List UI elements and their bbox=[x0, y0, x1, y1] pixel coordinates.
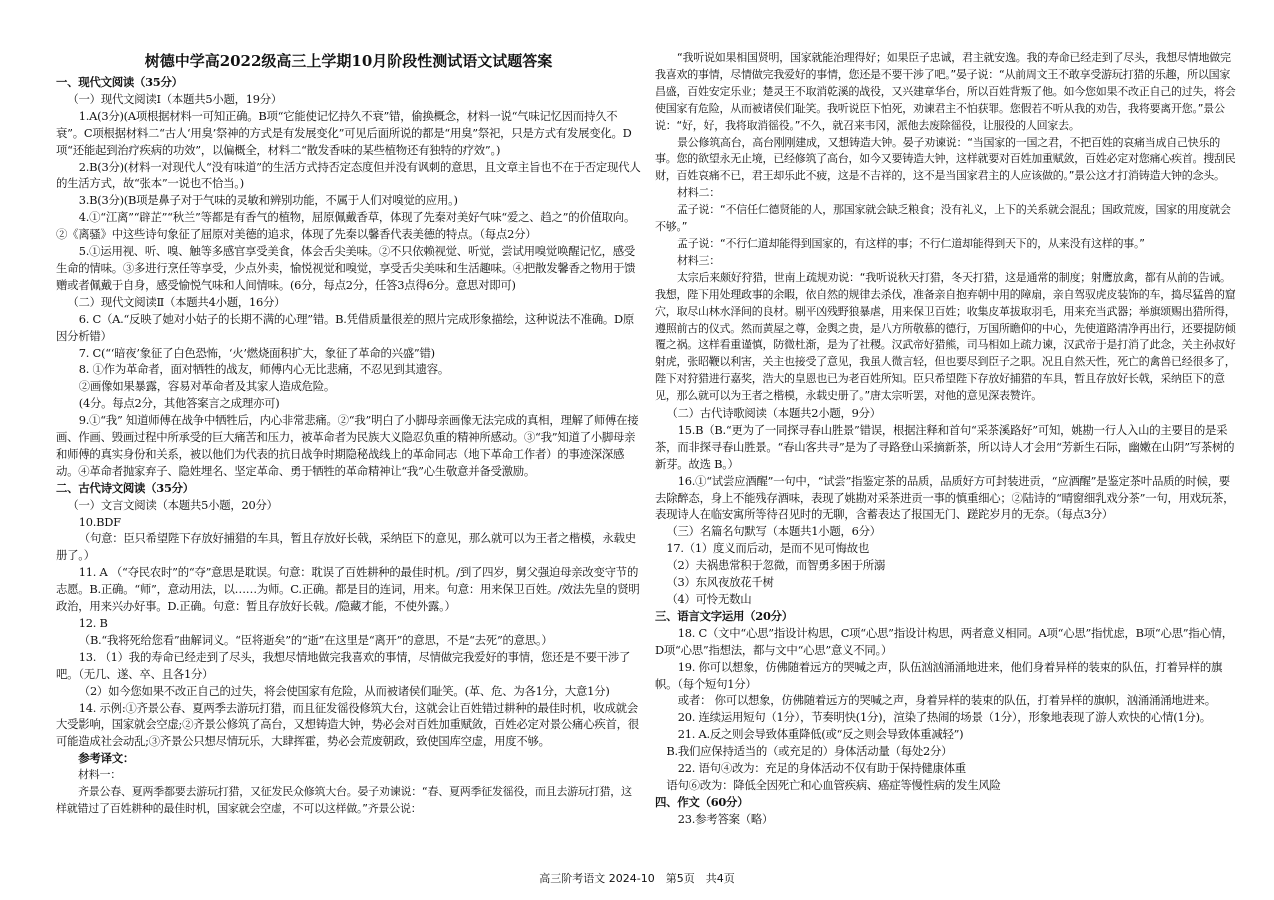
answer-paragraph: 18. C（文中“心思”指设计构思，C项“心思”指设计构思，两者意义相同。A项“心思”指忧虑，B项“心思”指心情，D项“心思”指想法，都与文中“心思”意义不同。） bbox=[655, 625, 1233, 657]
subsection-line: （一）现代文阅读Ⅰ（本题共5小题，19分） bbox=[67, 91, 283, 106]
answer-paragraph: 20. 连续运用短句（1分），节奏明快(1分)，渲染了热闹的场景（1分），形象地表现了游人欢快的心情(1分)。 bbox=[677, 710, 1211, 725]
answer-paragraph: 4.①“江离”“辟芷”“秋兰”等都是有香气的植物，屈原佩戴香草，体现了先秦对美好气味“爱之、趋之”的价值取向。②《离骚》中这些诗句象征了屈原对美德的追求，体现了先秦以馨香代表美德的特点。（每点2分） bbox=[56, 210, 636, 242]
subsection-line: （3）东风夜放花千树 bbox=[666, 575, 774, 590]
answer-paragraph: 10.BDF bbox=[78, 514, 121, 529]
answer-paragraph: 11. A （“夺民农时”的“夺”意思是耽误。句意：耽误了百姓耕种的最佳时机。/到了四岁，舅父强迫母亲改变守节的志愿。B.正确。“师”，意动用法，以……为师。C.正确。都是目的连词，用来。句意：用来保卫百姓。/效法先皇的贤明政治，用来兴办好事。D.正确。句意：暂且存放好长戟。/隐藏才能，不使外露。） bbox=[56, 565, 640, 614]
subsection-line: （二）古代诗歌阅读（本题共2小题，9分） bbox=[666, 406, 881, 421]
answer-paragraph: (4分。每点2分，其他答案言之成理亦可) bbox=[78, 396, 280, 411]
subsection-line: （三）名篇名句默写（本题共1小题，6分） bbox=[666, 524, 881, 539]
answer-paragraph: 孟子说：“不行仁道却能得到国家的，有这样的事；不行仁道却能得到天下的，从来没有这样的事。” bbox=[677, 236, 1145, 250]
answer-paragraph: 5.①运用视、听、嗅、触等多感官享受美食，体会舌尖美味。②不只依赖视觉、听觉，尝试用嗅觉唤醒记忆，感受生命的情味。③多进行烹任等享受，少点外卖，愉悦视觉和嗅觉，享受舌尖美味和生活趣味。④把散发馨香之物用于馈赠或者佩戴于自身，感受愉悦气味和人间情味。(6分，每点2分，任答3点得6分。意思对即可) bbox=[56, 244, 636, 292]
page-title: 树德中学高2022级高三上学期10月阶段性测试语文试题答案 bbox=[144, 52, 553, 70]
subsection-line: 17.（1）度义而后动，是而不见可悔故也 bbox=[666, 541, 870, 556]
answer-paragraph: 6. C（A.“反映了她对小姑子的长期不满的心理”错。B.凭借质量很差的照片完成形象描绘，这种说法不准确。D原因分析错） bbox=[56, 311, 635, 343]
subsection-line: （2）夫祸患常积于忽微，而智勇多困于所溺 bbox=[666, 558, 886, 573]
section-heading: 四、作文（60分） bbox=[655, 794, 749, 809]
answer-paragraph: 孟子说：“不信任仁德贤能的人，那国家就会缺乏粮食；没有礼义，上下的关系就会混乱；国政荒废，国家的用度就会不够。” bbox=[655, 203, 1231, 234]
answer-paragraph: 13. （1）我的寿命已经走到了尽头，我想尽情地做完我喜欢的事情，尽情做完我爱好的事情，您还是不要干涉了吧。（无几、遂、卒、且各1分） bbox=[56, 649, 631, 681]
section-heading: 一、现代文阅读（35分） bbox=[56, 75, 183, 89]
answer-paragraph: 7. C(“‘暗夜’象征了白色恐怖，‘火’燃烧面积扩大，象征了革命的兴盛”错) bbox=[78, 345, 435, 360]
answer-paragraph: 22. 语句④改为：充足的身体活动不仅有助于保持健康体重 bbox=[677, 761, 966, 776]
answer-paragraph: 21. A.反之则会导致体重降低(或“反之则会导致体重减轻”) bbox=[677, 727, 964, 742]
answer-paragraph: 23.参考答案（略） bbox=[677, 811, 774, 826]
answer-paragraph: 2.B(3分)(材料一对现代人“没有味道”的生活方式持否定态度但并没有讽刺的意思，且文章主旨也不在于否定现代人的生活方式，故“张本”一说也不恰当。) bbox=[56, 159, 641, 191]
answer-paragraph: 8. ①作为革命者，面对牺牲的战友，师傅内心无比悲痛，不忍见到其遗容。 bbox=[78, 362, 450, 377]
answer-paragraph: 太宗后来颇好狩猎，世南上疏规劝说：“我听说秋天打猎，冬天打猎，这是通常的制度；射鹰放禽，都有从前的告诫。我想，陛下用处理政事的余暇，依自然的规律去杀伐，准备亲自抱弃朝中用的障扇，亲自驾驭虎皮装饰的车，捣尽猛兽的窟穴，取尽山林水泽间的良材。剔平凶残野狼暴虐，用来保卫百姓；收集皮革拔取羽毛，用来充当武器；举旗颂赐出猎所得，遵照前古的仪式。然而黄屋之尊，金舆之贵，是八方所敬慕的德行，万国所瞻仰的中心，先使道路清净再出行，还要提防倾覆之祸。这样看重谨慎，防微杜渐，是为了社稷。汉武帝好猎熊，司马相如上疏力谏，汉武帝于是打消了此念，关主孙叔好射虎，张昭鞭以利害，关主也接受了意见，我虽人微言轻，但也要尽到臣子之职。况且自然天性，死亡的禽兽已经很多了，陛下对狩猎进行嘉奖，浩大的皇恩也已为老百姓所知。臣只希望陛下存放好捕猎的车具，暂且存放好长戟，采纳臣下的意见，那么就可以为王者之楷模，永载史册了。”唐太宗听罢，对他的意见深表赞许。 bbox=[655, 270, 1236, 403]
subsection-line: B.我们应保持适当的（或充足的）身体活动量（每处2分） bbox=[666, 744, 953, 759]
answer-paragraph: ②画像如果暴露，容易对革命者及其家人造成危险。 bbox=[78, 379, 336, 394]
answer-paragraph: 1.A(3分)(A项根据材料一可知正确。B项“它能使记忆持久不衰”错，偷换概念，材料一说“气味记忆因而持久不衰”。C项根据材料二“古人‘用臭’祭神的方式是有发展变化”可见后面所说的都是“用臭”祭祀，只是方式有发展变化。D项“还能起到治疗疾病的功效”，以偏概全，材料二“散发香味的某些植物还有独特的疗效”。) bbox=[56, 108, 632, 157]
answer-paragraph: 12. B bbox=[78, 616, 108, 630]
left-column bbox=[56, 50, 641, 828]
answer-paragraph: 3.B(3分)(B项是鼻子对于气味的灵敏和辨别功能，不属于人们对嗅觉的应用。) bbox=[78, 193, 458, 208]
answer-paragraph: （句意：臣只希望陛下存放好捕猎的车具，暂且存放好长戟，采纳臣下的意见，那么就可以为王者之楷模，永载史册了。） bbox=[56, 531, 636, 563]
answer-paragraph: 16.①“试尝应酒醒”一句中，“试尝”指鉴定茶的品质，品质好方可封装进贡，“应酒醒”是鉴定茶叶品质的时候，要去除醉态，身上不能残存酒味，表现了姚勘对采茶进贡一事的慎重细心；②陆诗的“晴窗细乳戏分茶”一句，用戏玩茶，表现诗人在临安寓所等待召见时的无聊，含蓄表达了报国无门、蹉跎岁月的无奈。（每点3分） bbox=[655, 473, 1235, 522]
subsection-line: 语句⑥改为：降低全因死亡和心血管疾病、癌症等慢性病的发生风险 bbox=[666, 777, 1001, 792]
section-heading: 参考译文： bbox=[56, 751, 134, 766]
answer-paragraph: （2）如今您如果不改正自己的过失，将会使国家有危险，从而被诸侯们耻笑。(革、危、为各1分，大意1分) bbox=[78, 683, 610, 698]
answer-paragraph: 9.①“我” 知道师傅在战争中牺牲后，内心非常悲痛。②“我”明白了小脚母亲画像无法完成的真相，理解了师傅在接画、作画、毁画过程中所承受的巨大痛苦和压力，被革命者为民族大义隐忍负重的精神所感动。③“我”知道了小脚母亲和师傅的真实身份和关系，被以他们为代表的抗日战争时期隐秘战线上的革命同志（地下革命工作者）的事迹深深感动。④革命者抛家弃子、隐姓埋名、坚定革命、勇于牺牲的革命精神让“我”心生敬意并备受激励。 bbox=[56, 413, 639, 478]
subsection-line: （一）文言文阅读（本题共5小题，20分） bbox=[67, 497, 278, 512]
answer-paragraph: “我听说如果相国贤明，国家就能治理得好；如果臣子忠诚，君主就安逸。我的寿命已经走到了尽头，我想尽情地做完我喜欢的事情，尽情做完我爱好的事情，您还是不要干涉了吧。”晏子说：“从前周文王不敢享受游玩打猎的乐趣，所以国家昌盛，百姓安定乐业；楚灵王不取消乾溪的战役，又兴建章华台，所以百姓背叛了他。如今您如果不改正自己的过失，将会使国家有危险，从而被诸侯们耻笑。我听说臣下怕死，劝谏君主不怕获罪。您假若不听从我的劝告，我将要离开您。”景公说：“好，好，我将取消徭役。”不久，就召来韦冈，派他去废除徭役，让服役的人回家去。 bbox=[655, 51, 1236, 132]
answer-paragraph: 14. 示例:①齐景公春、夏两季去游玩打猎，而且征发徭役修筑大台，这就会让百姓错过耕种的最佳时机，收成就会大受影响，国家就会空虚;②齐景公修筑了高台，又想铸造大钟，势必会对百姓加重赋敛，百姓必定对景公痛心疾首，很可能造成社会动乱;③齐景公只想尽情玩乐，大肆挥霍，势必会荒废朝政，致使国库空虚，用度不够。 bbox=[56, 700, 639, 749]
answer-paragraph: 景公修筑高台，高台刚刚建成，又想铸造大钟。晏子劝谏说：“当国家的一国之君，不把百姓的哀痛当成自己快乐的事。您的欲望永无止境，已经修筑了高台，如今又要铸造大钟，这样就要对百姓加重赋敛，百姓必定对您痛心疾首。搜刮民财，百姓哀痛不已，君王却乐此不疲，这是不吉祥的，这不是当国家君主的人应该做的。”景公这才打消铸造大钟的念头。 bbox=[655, 135, 1236, 183]
answer-paragraph: 材料三： bbox=[677, 253, 720, 267]
answer-paragraph: 材料一： bbox=[78, 768, 121, 782]
two-column-body bbox=[56, 50, 1246, 828]
section-heading: 三、语言文字运用（20分） bbox=[655, 608, 793, 623]
page-footer: 高三阶考语文 2024-10 第5页 共4页 bbox=[539, 872, 735, 885]
answer-paragraph: 15.B（B.“更为了一同探寻春山胜景”错误，根据注释和首句“采茶溪路好”可知，姚勘一行人入山的主要目的是采茶，而非探寻春山胜景。“春山客共寻”是为了寻路登山采摘新茶，所以诗人才会用“芳新生石际，幽嫩在山阴”写茶树的新芽。故选 B。） bbox=[655, 422, 1235, 471]
answer-paragraph: （B.“我将死给您看”曲解词义。“臣将逝矣”的“逝”在这里是“离开”的意思，不是“去死”的意思。） bbox=[78, 632, 553, 647]
right-column bbox=[655, 50, 1240, 828]
answer-paragraph: 19. 你可以想象，仿佛随着远方的哭喊之声，队伍汹汹涌涌地进来，他们身着异样的装束的队伍，打着异样的旗帜。（每个短句1分） bbox=[655, 659, 1223, 691]
subsection-line: （4）可怜无数山 bbox=[666, 592, 752, 606]
answer-paragraph: 齐景公春、夏两季都要去游玩打猎，又征发民众修筑大台。晏子劝谏说：“春、夏两季征发徭役，而且去游玩打猎，这样就错过了百姓耕种的最佳时机，国家就会空虚，不可以这样做。”齐景公说： bbox=[56, 785, 632, 815]
answer-paragraph: 材料二： bbox=[677, 186, 720, 200]
subsection-line: （二）现代文阅读Ⅱ（本题共4小题，16分） bbox=[67, 294, 286, 309]
answer-paragraph: 或者： 你可以想象，仿佛随着远方的哭喊之声，身着异样的装束的队伍，打着异样的旗帜，汹涌涌涌地进来。 bbox=[677, 693, 1216, 708]
section-heading: 二、古代诗文阅读（35分） bbox=[56, 480, 194, 495]
